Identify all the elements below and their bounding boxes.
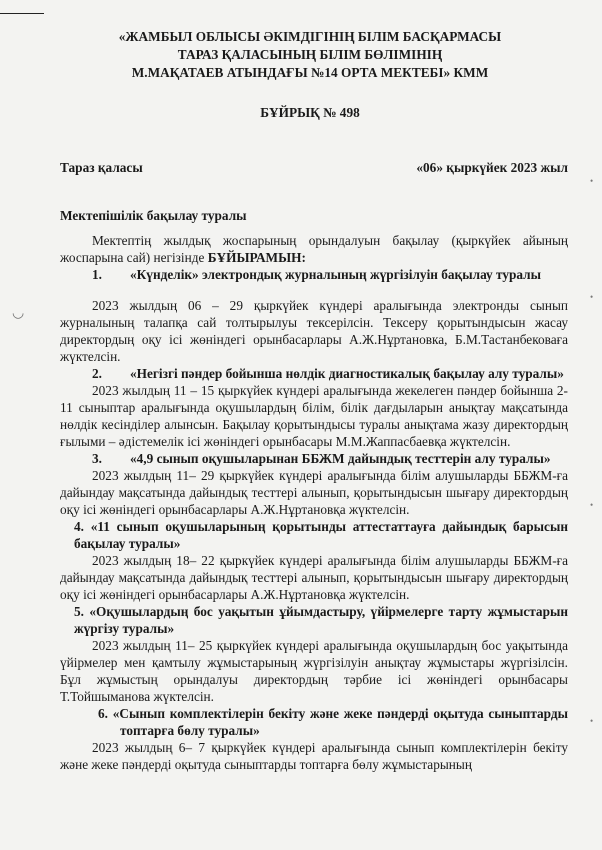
item-text-6: 2023 жылдың 6– 7 қыркүйек күндері аралығында сынып комплектілерін бекіту және жеке пәндерді оқытуда сыныптарды топтарға бөлу жұмыстарының (60, 740, 568, 772)
scan-edge-mark: ◡ (12, 306, 25, 321)
intro-emphasis: БҰЙЫРАМЫН: (207, 250, 306, 265)
item-text-3: 2023 жылдың 11– 29 қыркүйек күндері аралығында білім алушыларды ББЖМ-ға дайындау мақсатында дайындық тесттері алынып, қорытындысын шығару директордың оқу ісі жөніндегі орынбасарлары А.Ж.Нұртановқа жүктелсін. (60, 468, 568, 517)
intro-text: Мектептің жылдық жоспарының орындалуын бақылау (қыркүйек айының жоспарына сай) негізінде (60, 233, 568, 265)
item-text-4: 2023 жылдың 18– 22 қыркүйек күндері аралығында білім алушыларды ББЖМ-ға дайындау мақсатында дайындық тесттері алынып, қорытындысын шығару директордың оқу ісі жөніндегі орынбасарлары А.Ж.Нұртановқа жүктелсін. (60, 553, 568, 602)
item-heading-4: 4. «11 сынып оқушыларының қорытынды аттестаттауға дайындық барысын бақылау туралы» (74, 519, 568, 551)
scan-edge-mark: • (590, 176, 594, 186)
date-label: «06» қыркүйек 2023 жыл (416, 160, 568, 175)
header-line-2: ТАРАЗ ҚАЛАСЫНЫҢ БІЛІМ БӨЛІМІНІҢ (177, 47, 443, 62)
item-heading-3: 3. «4,9 сынып оқушыларынан ББЖМ дайындық тесттерін алу туралы» (92, 451, 551, 466)
item-heading-6: 6. «Сынып комплектілерін бекіту және жеке пәндерді оқытуда сыныптарды топтарға бөлу туралы» (98, 706, 568, 738)
header-line-1: «ЖАМБЫЛ ОБЛЫСЫ ӘКІМДІГІНІҢ БІЛІМ БАСҚАРМАСЫ (118, 29, 502, 44)
item-text-5: 2023 жылдың 11– 25 қыркүйек күндері аралығында оқушылардың бос уақытында үйірмелер мен қамтылу жұмыстарының жүргізілуін анықтау жұмыстары жүргізілсін. Бұл жұмыстың орындалуы директордың тәрбие ісі жөніндегі орынбасары Т.Тойшыманова жүктелсін. (60, 638, 568, 704)
item-text-1: 2023 жылдың 06 – 29 қыркүйек күндері аралығында электронды сынып журналының талапқа сай толтырылуы тексерілсін. Тексеру қорытындысын жасау директордың оқу ісі жөніндегі орынбасарлары А.Ж.Нұртановка, Б.М.Тастанбековаға жүктелсін. (60, 298, 568, 364)
city-label: Тараз қаласы (60, 160, 143, 175)
order-title: БҰЙРЫҚ № 498 (260, 105, 360, 120)
scan-edge-mark: • (590, 716, 594, 726)
item-heading-1: 1. «Күнделік» электрондық журналының жүргізілуін бақылау туралы (92, 267, 542, 282)
scan-artifact-line (0, 13, 44, 14)
scan-edge-mark: • (590, 292, 594, 302)
scan-edge-mark: • (590, 500, 594, 510)
intro-paragraph (60, 232, 568, 266)
item-heading-5: 5. «Оқушылардың бос уақытын ұйымдастыру, үйірмелерге тарту жұмыстарын жүргізу туралы» (74, 604, 569, 636)
item-heading-2: 2. «Негізгі пәндер бойынша нөлдік диагностикалық бақылау алу туралы» (92, 366, 564, 381)
item-text-2: 2023 жылдың 11 – 15 қыркүйек күндері аралығында жекелеген пәндер бойынша 2-11 сыныптар аралығында оқушылардың білім, білік дағдыларын анықтау мақсатында нөлдік кесінділер алынсын. Бақылау қорытындысы туралы анықтама жазу директордың ғылыми – әдістемелік ісі жөніндегі орынбасары М.М.Жаппасбаевқа жүктелсін. (60, 383, 568, 449)
document-body (60, 232, 568, 773)
document-subject: Мектепішілік бақылау туралы (60, 208, 247, 223)
document-header (60, 28, 560, 82)
header-line-3: М.МАҚАТАЕВ АТЫНДАҒЫ №14 ОРТА МЕКТЕБІ» КММ (131, 65, 489, 80)
